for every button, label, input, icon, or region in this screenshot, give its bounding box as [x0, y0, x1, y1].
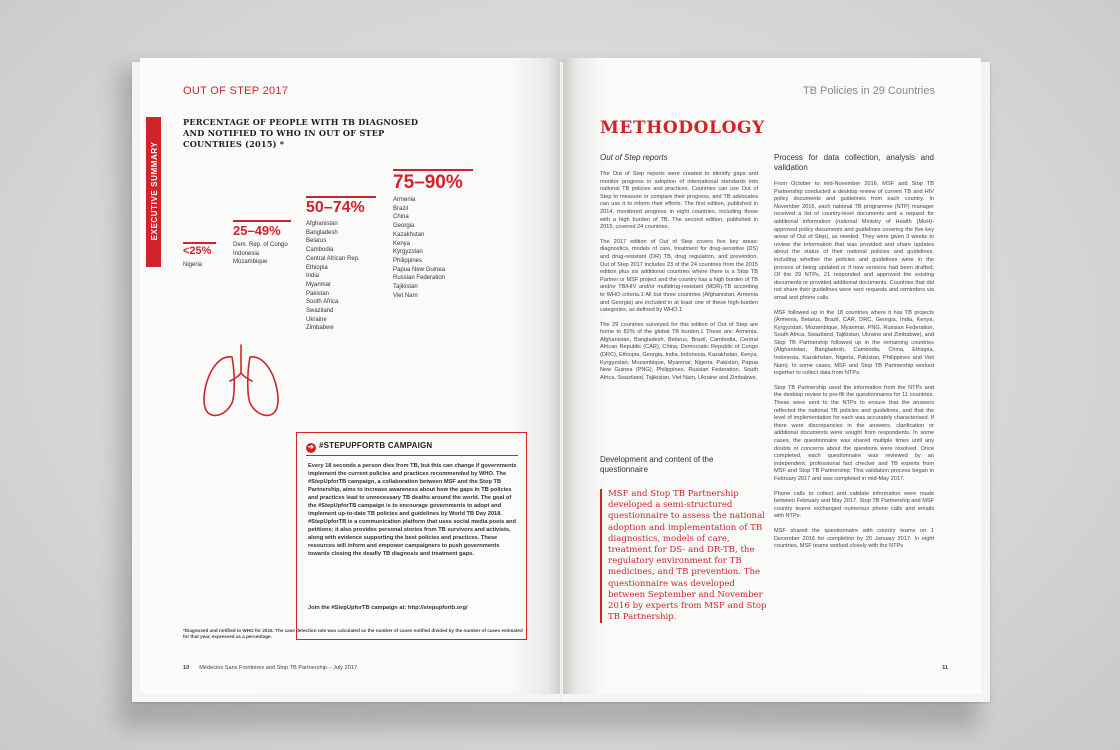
country-item: Bangladesh [306, 229, 338, 236]
campaign-divider [306, 455, 518, 456]
footnote: *Diagnosed and notified to WHO for 2015. The case detection rate was calculated as the number of cases notified divided by the number of cases estimated for that year, expressed as a percentage. [183, 628, 523, 639]
running-header: OUT OF STEP 2017 [183, 85, 289, 97]
country-item: Central African Rep. [306, 255, 360, 262]
bucket-label: <25% [183, 245, 212, 257]
arrow-circle-icon: ➔ [307, 444, 315, 451]
campaign-heading-text: #STEPUPFORTB CAMPAIGN [319, 441, 433, 450]
campaign-heading [306, 441, 432, 453]
footer [183, 665, 357, 671]
country-item: Brazil [393, 205, 409, 212]
country-list [306, 220, 376, 333]
bucket-label: 50–74% [306, 199, 365, 216]
paragraph: The 29 countries surveyed for this edition of Out of Step are home to 82% of the global TB burden.1 These are: Armenia, Afghanistan, Bangladesh, Belarus, Brazil, Cambodia, Central African Republic (CAR), China, Democratic Republic of Congo (DRC), Ethiopia, Georgia, India, Indonesia, Kazakhstan, Kenya, Kyrgyzstan, Mozambique, Myanmar, Nigeria, Pakistan, Papua New Guinea (PNG), Philippines, Russian Federation, South Africa, Swaziland, Tajikistan, Viet Nam, Ukraine and Zimbabwe. [600, 321, 758, 381]
paragraph: The 2017 edition of Out of Step covers five key areas: diagnostics, models of care, treatment for drug-sensitive (DS) and drug-resistant (DR) TB, drug regulation, and prevention. Out of Step 2017 includes 23 of the 24 countries from the 2015 edition plus six additional countries where there is a Stop TB Partner or MSF project and the country has a high burden of TB and/or TB/HIV and/or multidrug-resistant (MDR)-TB according to WHO criteria.1 All but three countries (Afghanistan, Armenia and Georgia) are included in at least one of these high-burden categories, as defined by WHO.1 [600, 238, 758, 314]
country-item: Kenya [393, 240, 411, 247]
section-tab-label: EXECUTIVE SUMMARY [150, 141, 159, 241]
bucket-bar [393, 169, 473, 171]
country-item: Armenia [393, 197, 416, 203]
bucket-label: 75–90% [393, 172, 463, 193]
country-item: Myanmar [306, 281, 332, 288]
country-item: China [393, 214, 409, 221]
subheading-process: Process for data collection, analysis and validation [774, 153, 934, 172]
country-item: Swaziland [306, 308, 334, 315]
chart-title: PERCENTAGE OF PEOPLE WITH TB DIAGNOSED AND NOTIFIED TO WHO IN OUT OF STEP COUNTRIES (2015) * [183, 117, 419, 149]
paragraph: Phone calls to collect and validate information were made between February and May 2017. Stop TB Partnership and MSF country teams exchanged numerous phone calls and emails with NTPs. [774, 490, 934, 520]
bucket-3 [393, 169, 473, 300]
country-item: Papua New Guinea [393, 266, 446, 273]
column-right [774, 153, 934, 558]
country-item: Afghanistan [306, 221, 338, 227]
page-number-left: 10 [183, 665, 190, 671]
country-item: Russian Federation [393, 275, 446, 282]
paragraph: The Out of Step reports were created to identify gaps and monitor progress in adoption of international standards into national TB policies and practices. Countries can use Out of Step to measure or compare their progress, and TB advocates can use it to inform their efforts. The first edition, published in 2014, monitored progress in eight countries, including those with a high burden of TB. The second edition, published in 2015, covered 24 countries. [600, 171, 758, 231]
bucket-1 [233, 220, 291, 267]
bucket-bar [233, 220, 291, 222]
country-item: Dem. Rep. of Congo [233, 242, 288, 248]
country-item: Nigeria [183, 262, 203, 268]
campaign-box [296, 432, 527, 640]
section-tab [146, 117, 161, 267]
country-item: Cambodia [306, 247, 334, 254]
bucket-0 [183, 242, 216, 270]
country-item: Zimbabwe [306, 325, 334, 332]
bucket-bar [306, 196, 376, 198]
page-number-right: 11 [942, 665, 948, 671]
page-title: METHODOLOGY [600, 118, 765, 138]
bucket-label: 25–49% [233, 223, 281, 238]
paragraph: MSF followed up in the 18 countries where it has TB projects (Armenia, Belarus, Brazil, CAR, DRC, Georgia, India, Kenya, Kyrgyzstan, Mozambique, Myanmar, PNG, Russian Federation, South Africa, Swaziland, Tajikistan, Ukraine and Zimbabwe), and Stop TB Partnership followed up in the remaining countries (Afghanistan, Bangladesh, Cambodia, China, Ethiopia, Indonesia, Kazakhstan, Nigeria, Pakistan, Philippines and Viet Nam). In some cases, MSF and Stop TB Partnership worked together to collect data from NTPs. [774, 309, 934, 377]
country-list [233, 241, 291, 267]
country-item: Tajikistan [393, 284, 418, 291]
campaign-body: Every 18 seconds a person dies from TB, but this can change if governments implement the current policies and practices recommended by WHO. The #StepUpforTB campaign, a collaboration between MSF and the Stop TB Partnership, aims to increase awareness about how the gaps in TB policies and practices lead to unnecessary TB deaths around the world. The goal of the #StepUpforTB campaign is to encourage governments to adopt and implement up-to-date TB policies and guidelines by World TB Day 2018. #StepUpforTB is a communication platform that uses social media posts and petitions; it also provides personal stories from TB survivors and activists, along with evidence supporting the best policies and practices. These resources will inform and empower campaigners to push governments towards closing the deadly TB diagnosis and treatment gaps. [308, 463, 517, 557]
country-item: Indonesia [233, 250, 260, 257]
column-left [600, 153, 758, 389]
country-item: Kyrgyzstan [393, 249, 423, 256]
pull-quote: MSF and Stop TB Partnership developed a semi-structured questionnaire to assess the national adoption and implementation of TB diagnostics, models of care, treatment for DS- and DR-TB, the regulatory environment for TB medicines, and TB prevention. The questionnaire was developed between September and November 2016 by experts from MSF and Stop TB Partnership. [600, 489, 770, 623]
country-item: Kazakhstan [393, 231, 425, 238]
country-item: Georgia [393, 223, 415, 230]
country-item: Ukraine [306, 316, 327, 323]
country-item: Mozambique [233, 259, 268, 266]
paragraph: Stop TB Partnership used the information from the NTPs and the desktop review to pre-fill the questionnaires for 11 countries. These were sent to the NTPs to ensure that the answers reflected the national TB policies and guidelines, and that the level of implementation for each was accurately characterised. If there were discrepancies in the answers, clarification or additional documents were sought from respondents. In some cases, the questionnaire was shared multiple times until any doubts or concerns about the questions were resolved. Once completed, each questionnaire was reviewed by an independent, professional fact checker and TB experts from MSF and Stop TB Partnership. This validation process began in February 2017 and was completed in mid-May 2017. [774, 384, 934, 482]
subheading-out-of-step: Out of Step reports [600, 153, 668, 162]
country-item: South Africa [306, 299, 339, 306]
right-page [563, 58, 981, 694]
country-item: India [306, 273, 320, 280]
subheading-questionnaire: Development and content of the questionnaire [600, 455, 714, 474]
country-list [393, 196, 473, 300]
bucket-2 [306, 196, 376, 333]
running-header-right: TB Policies in 29 Countries [802, 85, 935, 97]
country-item: Ethiopia [306, 264, 328, 271]
country-item: Pakistan [306, 290, 330, 297]
footer-text: Médecins Sans Frontières and Stop TB Partnership – July 2017 [199, 665, 358, 671]
country-item: Philippines [393, 257, 423, 264]
country-list [183, 261, 216, 270]
left-page [140, 58, 560, 694]
country-item: Viet Nam [393, 292, 418, 299]
lungs-icon [198, 343, 284, 419]
paragraph: MSF shared the questionnaire with country teams on 1 December 2016 for completion by 20 January 2017. In eight countries, MSF teams worked closely with the NTPs [774, 527, 934, 550]
bucket-bar [183, 242, 216, 244]
country-item: Belarus [306, 238, 327, 245]
paragraph: From October to mid-November 2016, MSF and Stop TB Partnership conducted a desktop review of current TB and HIV policy documents and guidelines from each country. In November 2016, each national TB programme (NTP) manager received a list of country-level documents and a request for additional information (national Ministry of Health (MoH)-approved policy documents and guidelines covering the five key areas of Out of Step), as needed. They were given 3 weeks to review the information that was provided and share updates about the status of their national policies and guidelines, including whether the policies and guidelines were in the process of being updated or if new versions had been drafted. Of the 29 NTPs, 21 responded and approved the existing documents or provided additional documents. Countries that did not share their guidelines were sent requests and reminders via email and phone calls. [774, 181, 934, 301]
campaign-link[interactable]: Join the #StepUpforTB campaign at: http://stepupfortb.org/ [308, 605, 468, 611]
